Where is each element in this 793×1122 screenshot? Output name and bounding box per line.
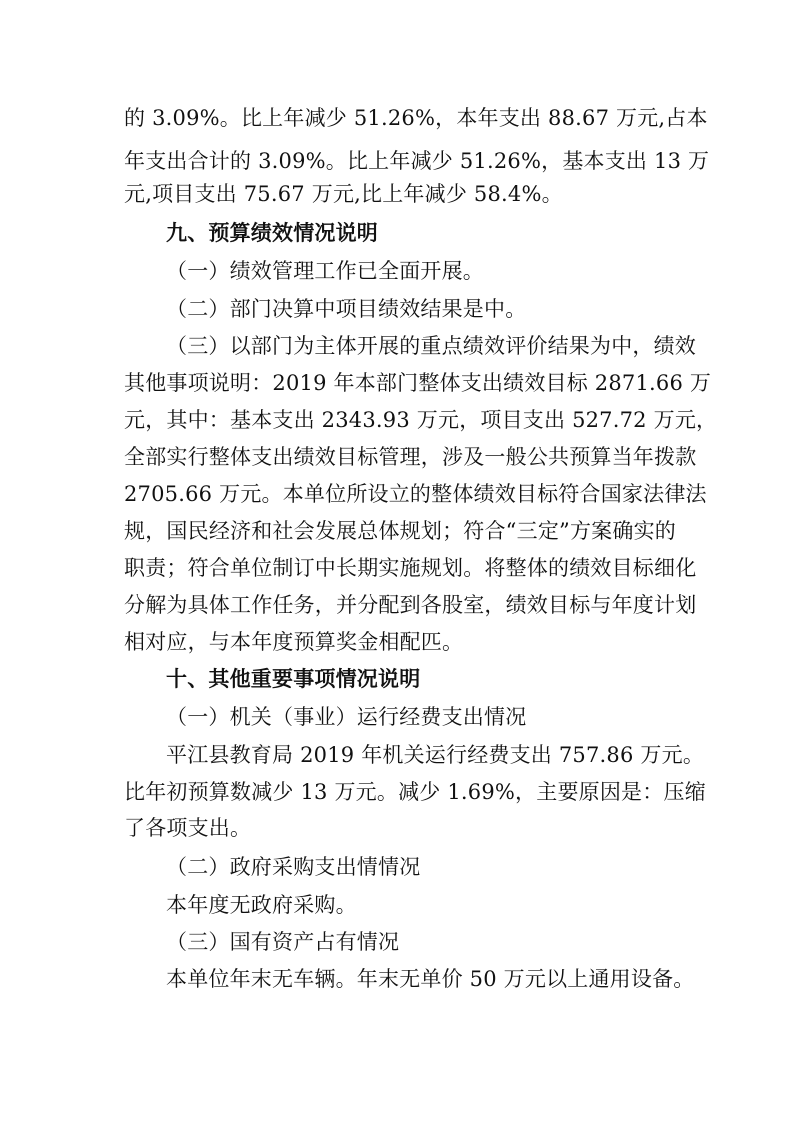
subsection-title: （一）机关（事业）运行经费支出情况 [166,705,527,729]
paragraph-line: 的 3.09%。比上年减少 51.26%，本年支出 88.67 万元,占本 [124,106,708,130]
paragraph-line: 职责；符合单位制订中长期实施规划。将整体的绩效目标细化 [124,556,697,580]
paragraph-line: 本单位年末无车辆。年末无单价 50 万元以上通用设备。 [166,967,695,991]
paragraph-line: 比年初预算数减少 13 万元。减少 1.69%，主要原因是：压缩 [124,780,706,804]
paragraph-line: 年支出合计的 3.09%。比上年减少 51.26%，基本支出 13 万 [124,149,710,173]
paragraph-line: 元，其中：基本支出 2343.93 万元，项目支出 527.72 万元， [124,408,718,432]
paragraph-line: 平江县教育局 2019 年机关运行经费支出 757.86 万元。 [166,743,705,767]
section-heading: 十、其他重要事项情况说明 [166,667,421,691]
subsection-title: （二）政府采购支出情情况 [166,855,421,879]
paragraph-line: 2705.66 万元。本单位所设立的整体绩效目标符合国家法律法 [124,482,707,506]
paragraph-line: 全部实行整体支出绩效目标管理，涉及一般公共预算当年拨款 [124,445,697,469]
paragraph-line: 了各项支出。 [124,816,252,840]
paragraph-line: 规，国民经济和社会发展总体规划；符合“三定”方案确实的 [124,519,676,543]
section-heading: 九、预算绩效情况说明 [166,221,378,245]
list-item: （二）部门决算中项目绩效结果是中。 [166,297,527,321]
subsection-title: （三）国有资产占有情况 [166,930,400,954]
paragraph-line: 分解为具体工作任务，并分配到各股室，绩效目标与年度计划 [124,593,697,617]
paragraph-line: 相对应，与本年度预算奖金相配匹。 [124,630,464,654]
paragraph-line: （三）以部门为主体开展的重点绩效评价结果为中，绩效 [166,334,696,358]
paragraph-line: 其他事项说明：2019 年本部门整体支出绩效目标 2871.66 万 [124,371,712,395]
list-item: （一）绩效管理工作已全面开展。 [166,259,484,283]
paragraph-line: 本年度无政府采购。 [166,893,357,917]
paragraph-line: 元,项目支出 75.67 万元,比上年减少 58.4%。 [124,182,563,206]
